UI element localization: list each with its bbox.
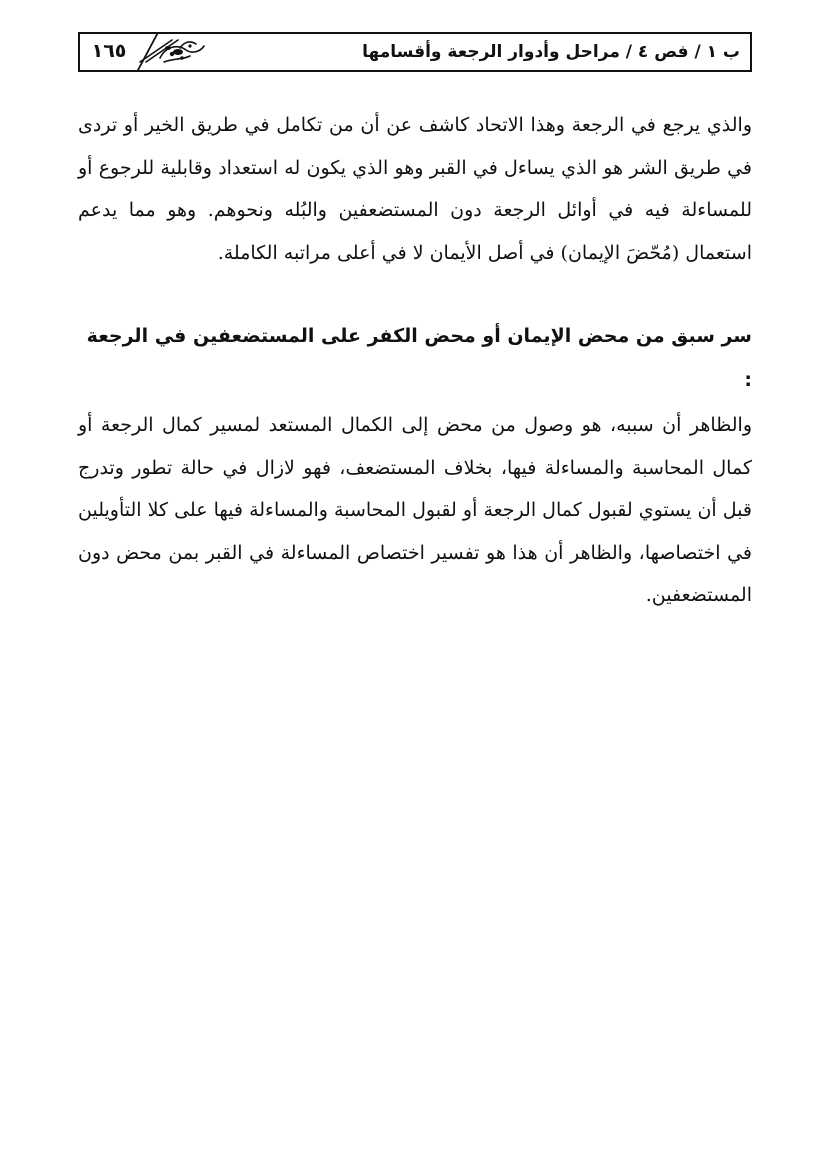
section-heading: سر سبق من محض الإيمان أو محض الكفر على المستضعفين في الرجعة : [86, 325, 752, 391]
paragraph-1: والذي يرجع في الرجعة وهذا الاتحاد كاشف عن أن من تكامل في طريق الخير أو تردى في طريق الشر هو الذي يساءل في القبر وهو الذي يكون له استعداد وقابلية للرجوع أو للمساءلة فيه في أوائل الرجعة دون المستضعفين والبُله ونحوهم. وهو مما يدعم استعمال (مُحّضَ الإيمان) في أصل الأيمان لا في أعلى مراتبه الكاملة. [78, 114, 752, 264]
page-number: ١٦٥ [91, 40, 127, 62]
paragraph-2: والظاهر أن سببه، هو وصول من محض إلى الكمال المستعد لمسير كمال الرجعة أو كمال المحاسبة والمساءلة فيها، بخلاف المستضعف، فهو لازال في حالة تطور وتدرج قبل أن يستوي لقبول كمال الرجعة أو لقبول المحاسبة والمساءلة فيها على كلا التأويلين في اختصاصها، والظاهر أن هذا هو تفسير اختصاص المساءلة في القبر بمن محض دون المستضعفين. [78, 414, 752, 606]
header-title: ب ١ / فص ٤ / مراحل وأدوار الرجعة وأقسامها [362, 42, 740, 62]
running-header [78, 32, 752, 72]
calligraphy-ornament-icon [120, 36, 240, 68]
body-text [78, 104, 752, 617]
